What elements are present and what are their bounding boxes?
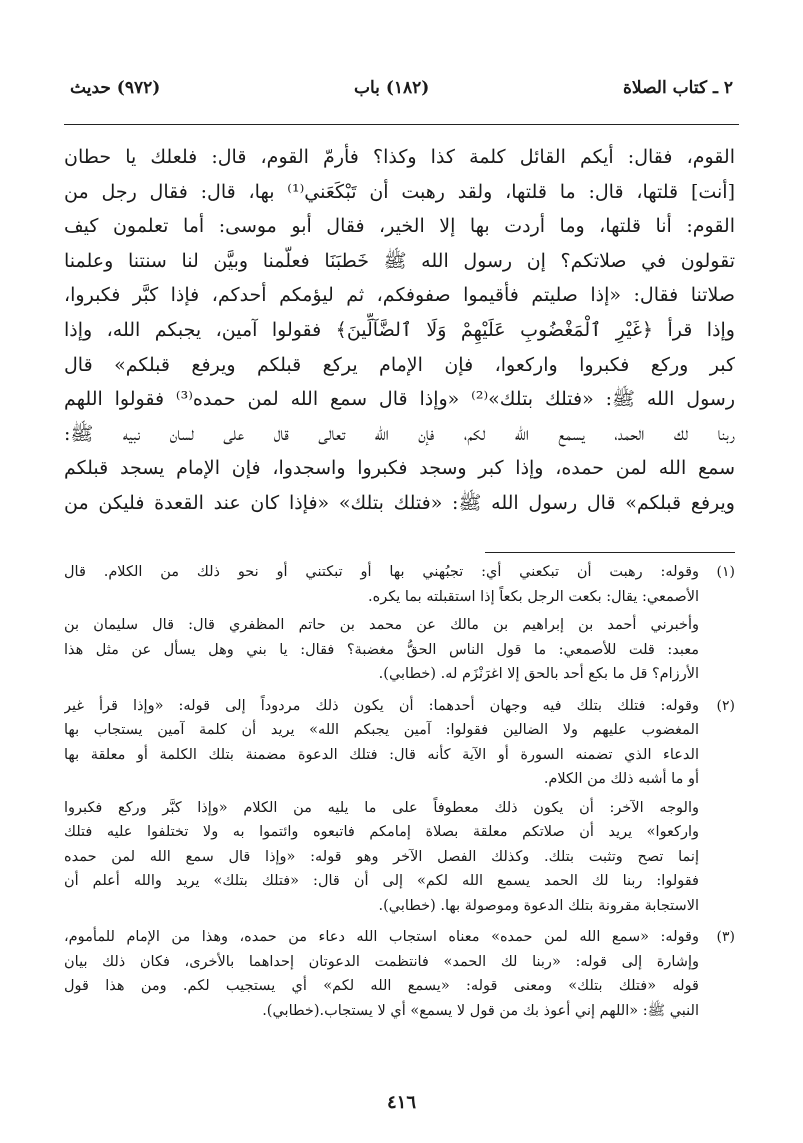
text-line: وإذا قرأ ﴿غَيْرِ ٱلْمَغْضُوبِ عَلَيْهِمْ وَلَا ٱلضَّآلِّينَ﴾ فقولوا آمين، يجبكم الله، وإذا	[64, 318, 735, 341]
text-line: صلاتنا فقال: «إذا صليتم فأقيموا صفوفكم، ثم ليؤمكم أحدكم، فإذا كبَّر فكبروا،	[64, 284, 735, 307]
footnote-1	[64, 560, 735, 691]
header-book-title: ٢ ـ كتاب الصلاة	[623, 78, 733, 98]
footnote-line: أو ما أشبه ذلك من الكلام.	[543, 771, 699, 787]
text-line: ربنا لك الحمد، يسمع الله لكم، فإن الله تعالى قال على لسان نبيه ﷺ:	[64, 422, 735, 445]
text-line: ويرفع قبلكم» قال رسول الله ﷺ: «فتلك بتلك» «فإذا كان عند القعدة فليكن من	[64, 491, 735, 514]
footnote-paragraph	[64, 613, 699, 687]
footnote-body	[64, 925, 699, 1027]
footnote-line: المغضوب عليهم ولا الضالين فقولوا: آمين يجبكم الله» يريد أن كلمة آمين يستجاب بها	[64, 722, 699, 738]
footnote-number: (١)	[716, 564, 735, 580]
text-line: سمع الله لمن حمده، وإذا كبر وسجد فكبروا واسجدوا، فإن الإمام يسجد قبلكم	[64, 457, 735, 480]
footnote-body	[64, 560, 699, 691]
text-line: القوم، فقال: أيكم القائل كلمة كذا وكذا؟ فأرمّ القوم، قال: فلعلك يا حطان	[64, 146, 735, 168]
footnote-line: الاستجابة مقرونة بتلك الدعوة وموصولة بها. (خطابي).	[378, 897, 699, 914]
text-line: كبر وركع فكبروا واركعوا، فإن الإمام يركع قبلكم ويرفع قبلكم» قال	[64, 353, 735, 376]
footnote-line: وقوله: فتلك بتلك فيه وجهان أحدهما: أن يكون ذلك مردوداً إلى قوله: «وإذا قرأ غير	[64, 697, 699, 714]
footnote-paragraph	[64, 560, 699, 609]
footnotes	[64, 560, 735, 1030]
header-divider	[64, 124, 739, 125]
footnote-line: وأخبرني أحمد بن إبراهيم بن مالك عن محمد بن حاتم المظفري قال: قال سليمان بن	[64, 617, 699, 633]
text-line: [أنت] قلتها، قال: ما قلتها، ولقد رهبت أن تَبْكَعَني⁽¹⁾ بها، قال: فقال رجل من	[64, 180, 735, 203]
footnote-line: قوله «فتلك بتلك» ومعنى قوله: «يسمع الله لكم» أي يستجيب لكم. ومن هذا قول	[64, 978, 699, 994]
footnote-line: والوجه الآخر: أن يكون ذلك معطوفاً على ما يليه من الكلام «وإذا كبَّر وركع فكبروا	[64, 799, 699, 816]
footnote-line: الأصمعي: يقال: بكعت الرجل بكعاً إذا استقبلته بما يكره.	[368, 588, 699, 605]
page-number: ٤١٦	[386, 1092, 416, 1113]
running-header	[64, 78, 739, 110]
footnote-line: وقوله: رهبت أن تبكعني أي: تجبُهني بها أو تبكتني أو نحو ذلك من الكلام. قال	[64, 564, 699, 580]
footnote-line: الدعاء الذي تضمنه السورة أو الآية كأنه قال: فتلك الدعوة مضمنة بتلك الكلمة أو معلقة بها	[64, 746, 699, 763]
footnote-line: وإشارة إلى قوله: «ربنا لك الحمد» فانتظمت الدعوتان إحداهما بالأخرى، فكان ذلك بيان	[64, 953, 699, 970]
footnote-body	[64, 694, 699, 923]
footnote-paragraph	[64, 925, 699, 1023]
footnote-line: معبد: قلت للأصمعي: ما قول الناس الحقُّ مغضبة؟ فقال: يا بني وهل يسأل عن مثل هذا	[64, 641, 699, 658]
header-hadith-number: (٩٧٢) حديث	[70, 78, 161, 98]
footnote-line: النبي ﷺ: «اللهم إني أعوذ بك من قول لا يسمع» أي لا يستجاب.(خطابي).	[262, 1002, 699, 1019]
text-line: رسول الله ﷺ: «فتلك بتلك»⁽²⁾ «وإذا قال سمع الله لمن حمده⁽³⁾ فقولوا اللهم	[64, 388, 735, 411]
footnote-paragraph	[64, 694, 699, 792]
footnote-line: فقولوا: ربنا لك الحمد يسمع الله لكم» إلى أن قال: «فتلك بتلك» يريد والله أعلم أن	[64, 873, 699, 889]
footnote-number: (٢)	[716, 697, 735, 714]
footnote-number: (٣)	[716, 929, 735, 945]
main-hadith-text	[64, 140, 735, 521]
footnote-line: واركعوا» يريد أن صلاتكم معلقة بصلاة إمامكم فاتبعوه وائتموا به ولا تختلفوا عليه فتلك	[64, 824, 699, 840]
footnote-2	[64, 694, 735, 923]
footnote-line: وقوله: «سمع الله لمن حمده» معناه استجاب الله دعاء من حمده، وهذا من الإمام للمأموم،	[64, 929, 699, 945]
header-chapter: (١٨٢) باب	[353, 78, 430, 98]
footnote-paragraph	[64, 796, 699, 919]
text-line: القوم: أنا قلتها، وما أردت بها إلا الخير، فقال أبو موسى: أما تعلمون كيف	[64, 215, 735, 238]
footnote-line: إنما تصح وتثبت بتلك. وكذلك الفصل الآخر وهو قوله: «وإذا قال سمع الله لمن حمده	[64, 848, 699, 865]
footnote-3	[64, 925, 735, 1027]
footnote-line: الأرزام؟ قل ما بكع أحد بالحق إلا اغرَنْزَم له. (خطابي).	[378, 666, 699, 682]
text-line: تقولون في صلاتكم؟ إن رسول الله ﷺ خَطبَنَا فعلّمنا وبيَّن لنا سنتنا وعلمنا	[64, 249, 735, 272]
footnote-divider	[485, 552, 735, 553]
